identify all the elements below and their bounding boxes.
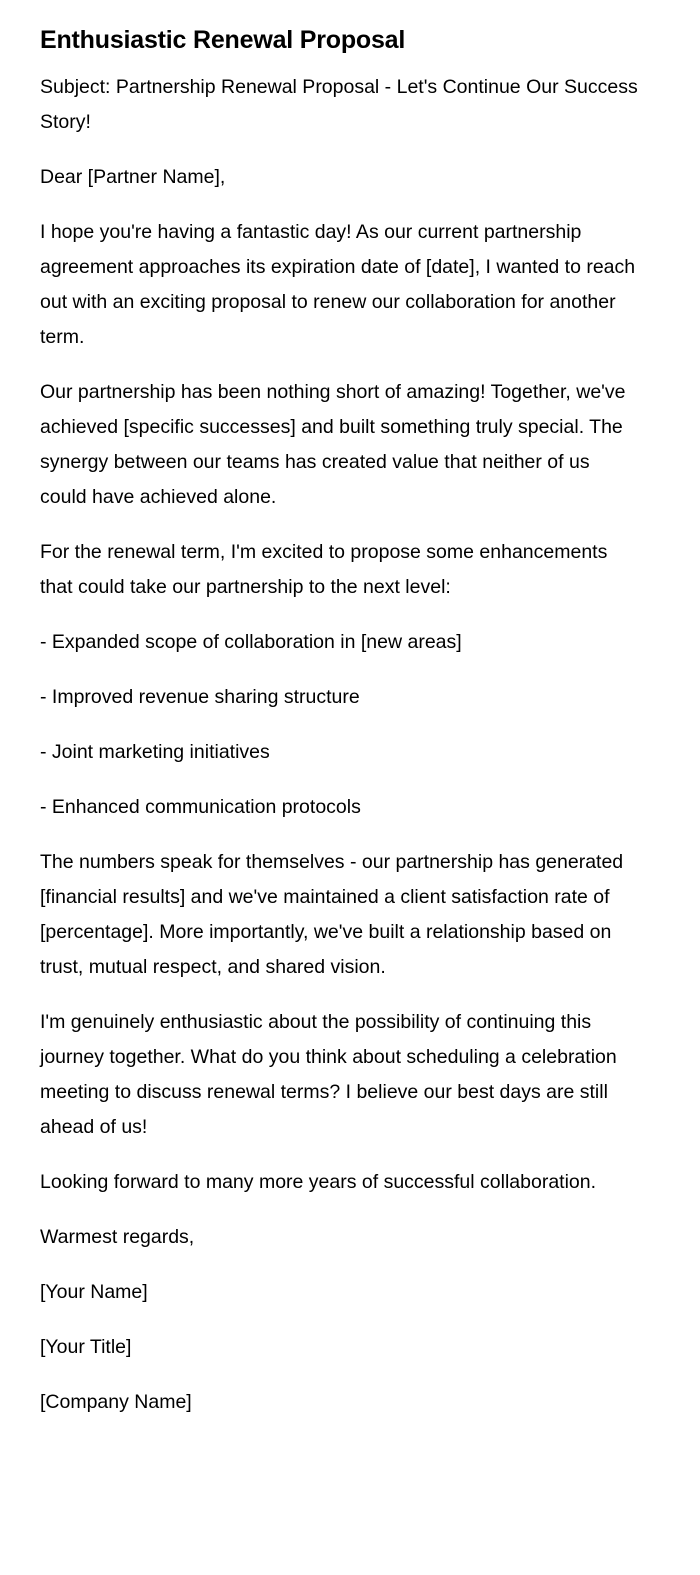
subject-line: Subject: Partnership Renewal Proposal - Let's Continue Our Success Story! xyxy=(40,76,638,133)
list-item: - Enhanced communication protocols xyxy=(40,796,361,818)
body-paragraph: The numbers speak for themselves - our partnership has generated [financial results] and we've maintained a client satisfaction rate of [percentage]. More importantly, we've built a relationship based on trust, mutual respect, and shared vision. xyxy=(40,851,624,978)
signature-title: [Your Title] xyxy=(40,1336,132,1358)
list-item: - Improved revenue sharing structure xyxy=(40,686,360,708)
body-paragraph: I'm genuinely enthusiastic about the possibility of continuing this journey together. What do you think about scheduling a celebration meeting to discuss renewal terms? I believe our best days are still ahead of us! xyxy=(40,1011,617,1138)
signature-company: [Company Name] xyxy=(40,1391,192,1413)
salutation: Dear [Partner Name], xyxy=(40,166,226,188)
document-title: Enthusiastic Renewal Proposal xyxy=(40,26,406,54)
list-item: - Expanded scope of collaboration in [new areas] xyxy=(40,631,462,653)
body-paragraph: Our partnership has been nothing short of amazing! Together, we've achieved [specific successes] and built something truly special. The synergy between our teams has created value that neither of us could have achieved alone. xyxy=(40,381,626,508)
body-paragraph: Looking forward to many more years of successful collaboration. xyxy=(40,1171,597,1193)
signature-name: [Your Name] xyxy=(40,1281,148,1303)
closing: Warmest regards, xyxy=(40,1226,195,1248)
body-paragraph: I hope you're having a fantastic day! As our current partnership agreement approaches its expiration date of [date], I wanted to reach out with an exciting proposal to renew our collaboration for another term. xyxy=(40,221,636,348)
list-item: - Joint marketing initiatives xyxy=(40,741,270,763)
body-paragraph: For the renewal term, I'm excited to propose some enhancements that could take our partnership to the next level: xyxy=(40,541,608,598)
